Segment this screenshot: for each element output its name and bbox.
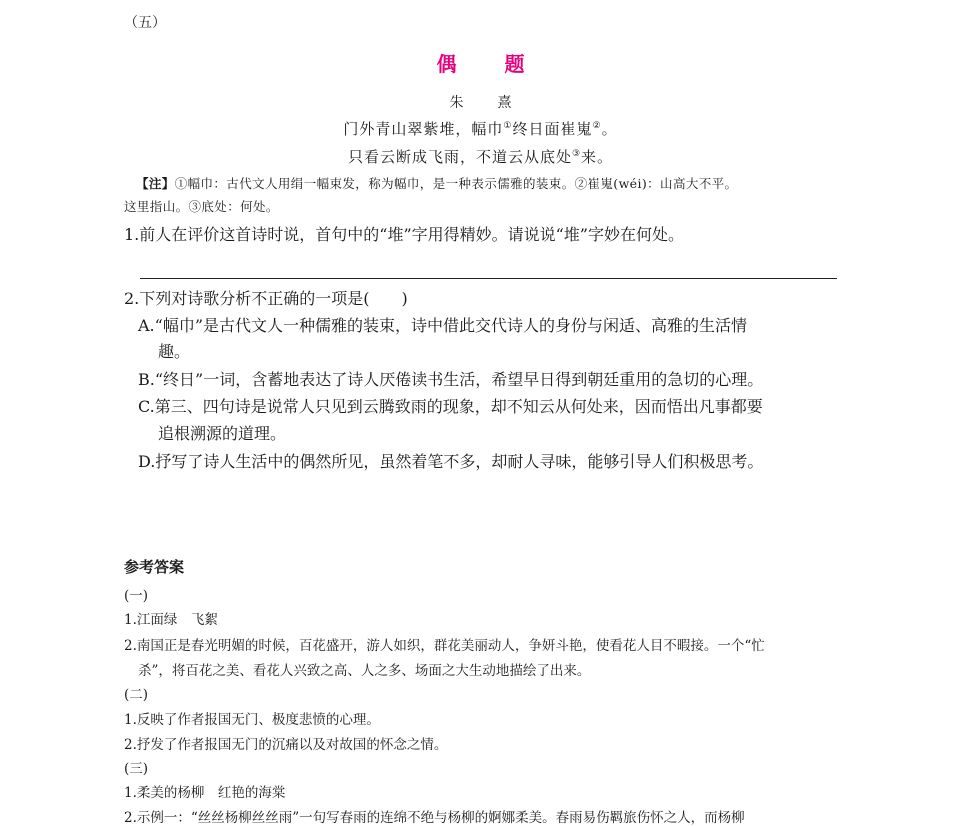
answer-1-2-line-2: 杀”，将百花之美、看花人兴致之高、人之多、场面之大生动地描绘了出来。 — [138, 663, 591, 679]
answers-section-2: (二) — [124, 687, 149, 703]
option-d: D.抒写了诗人生活中的偶然所见，虽然着笔不多，却耐人寻味，能够引导人们积极思考。 — [138, 452, 764, 471]
answers-section-1: (一) — [124, 588, 149, 604]
answer-3-2: 2.示例一：“丝丝杨柳丝丝雨”一句写春雨的连绵不绝与杨柳的婀娜柔美。春雨易伤羁旅伤怀之人，而杨柳 — [124, 810, 745, 826]
poem-line-1 — [0, 118, 961, 139]
note-label: 【注】 — [136, 176, 175, 191]
poem-line-2-part-a: 只看云断成飞雨，不道云从底处 — [347, 148, 572, 166]
footnote-marker-1: ① — [503, 121, 513, 131]
poem-title: 偶 题 — [436, 52, 539, 76]
answer-1-2-line-1: 2.南国正是春光明媚的时候，百花盛开，游人如织，群花美丽动人，争妍斗艳，使看花人目不暇接。一个“忙 — [124, 638, 765, 654]
option-a-line-1: A.“幅巾”是古代文人一种儒雅的装束，诗中借此交代诗人的身份与闲适、高雅的生活情 — [138, 316, 748, 335]
option-a-line-2: 趣。 — [158, 342, 191, 361]
poem-line-1-part-b: 终日面崔嵬 — [512, 120, 593, 138]
note-text-1: ①幅巾：古代文人用绢一幅束发，称为幅巾，是一种表示儒雅的装束。②崔嵬(wéi)：山高大不平。 — [174, 176, 738, 191]
answers-heading: 参考答案 — [124, 558, 185, 576]
footnote-marker-3: ③ — [571, 149, 582, 159]
option-c-line-2: 追根溯源的道理。 — [158, 424, 287, 443]
question-1: 1.前人在评价这首诗时说，首句中的“堆”字用得精妙。请说说“堆”字妙在何处。 — [124, 225, 684, 244]
answer-2-2: 2.抒发了作者报国无门的沉痛以及对故国的怀念之情。 — [124, 737, 448, 753]
poem-line-1-part-a: 门外青山翠紫堆，幅巾 — [343, 120, 504, 138]
question-2: 2.下列对诗歌分析不正确的一项是( ) — [124, 289, 408, 308]
section-label: （五） — [124, 15, 166, 31]
footnote-marker-2: ② — [592, 121, 602, 131]
option-c-line-1: C.第三、四句诗是说常人只见到云腾致雨的现象，却不知云从何处来，因而悟出凡事都要 — [138, 397, 763, 416]
answer-3-1: 1.柔美的杨柳 红艳的海棠 — [124, 785, 286, 801]
answer-1-1: 1.江面绿 飞絮 — [124, 612, 218, 628]
note-line-1 — [136, 174, 737, 192]
poem-author: 朱 熹 — [449, 95, 522, 111]
note-line-2: 这里指山。③底处：何处。 — [124, 199, 279, 214]
poem-line-1-part-c: 。 — [601, 120, 618, 138]
answers-section-3: (三) — [124, 761, 149, 777]
poem-line-2-part-b: 来。 — [581, 148, 614, 166]
poem-line-2 — [0, 146, 961, 167]
answer-line — [140, 278, 837, 279]
answer-2-1: 1.反映了作者报国无门、极度悲愤的心理。 — [124, 712, 380, 728]
option-b: B.“终日”一词，含蓄地表达了诗人厌倦读书生活，希望早日得到朝廷重用的急切的心理。 — [138, 370, 764, 389]
